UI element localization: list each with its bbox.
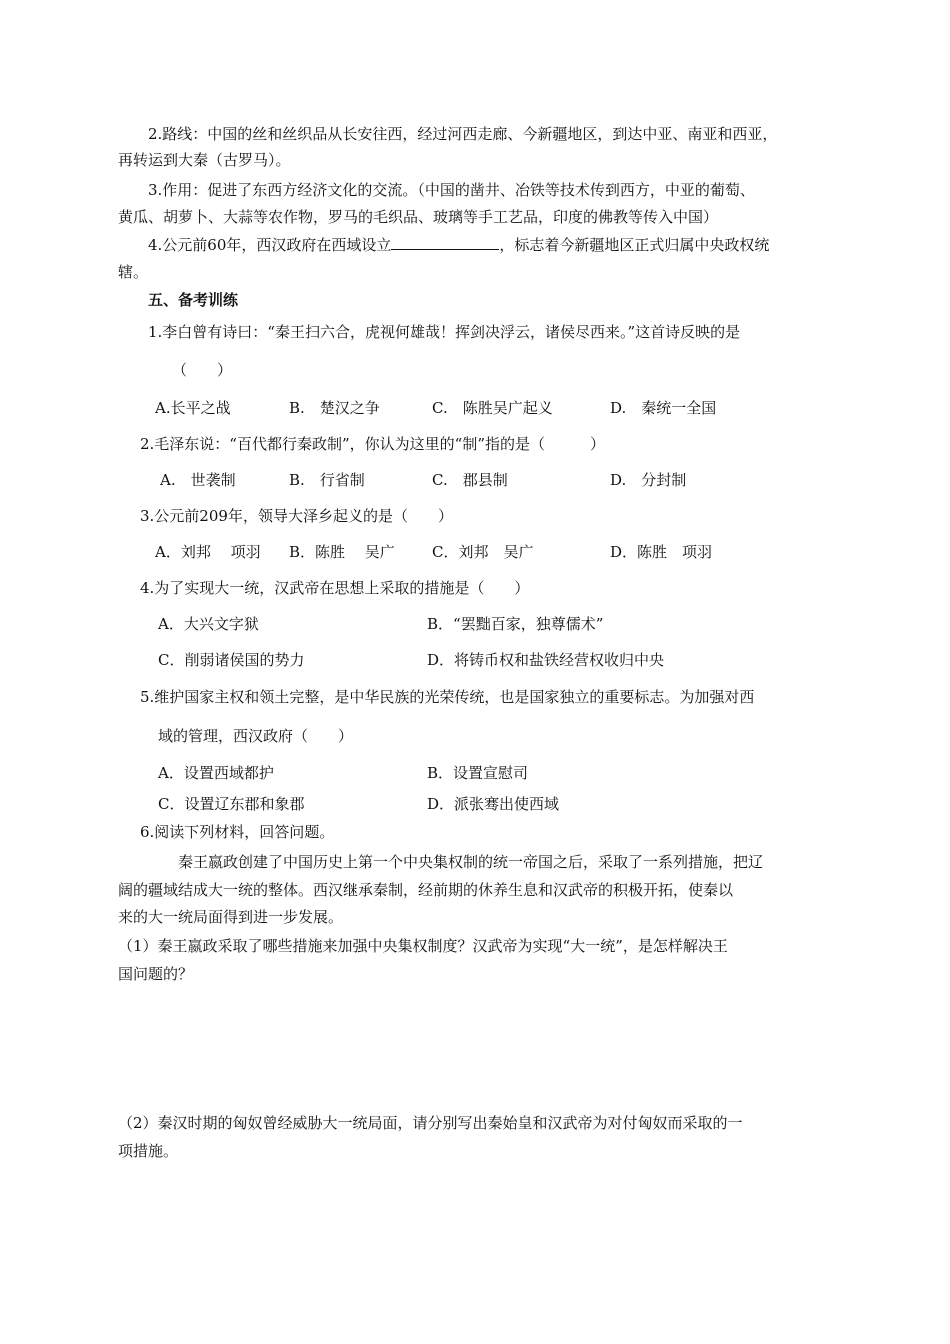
question-5-option-d[interactable]: D．派张骞出使西域 — [427, 795, 560, 813]
material-line-2: 阔的疆域结成大一统的整体。西汉继承秦制，经前期的休养生息和汉武帝的积极开拓，使秦以 — [118, 881, 734, 899]
question-5-stem-1: 5.维护国家主权和领土完整，是中华民族的光荣传统，也是国家独立的重要标志。为加强对西 — [140, 688, 755, 706]
question-1-stem: 1.李白曾有诗曰：“秦王扫六合，虎视何雄哉！挥剑决浮云，诸侯尽西来。”这首诗反映的是 — [148, 323, 741, 341]
question-5-option-a[interactable]: A．设置西域都护 — [158, 764, 274, 782]
fill-blank-text-1: 4.公元前60年，西汉政府在西域设立 — [148, 236, 392, 254]
sub-question-2-line-1: （2）秦汉时期的匈奴曾经威胁大一统局面，请分别写出秦始皇和汉武帝为对付匈奴而采取的一 — [118, 1114, 743, 1132]
material-line-3: 来的大一统局面得到进一步发展。 — [118, 908, 344, 926]
question-5-stem-2: 域的管理，西汉政府（ ） — [158, 727, 354, 745]
question-3-option-d[interactable]: D．陈胜 项羽 — [610, 543, 713, 561]
route-line-2: 再转运到大秦（古罗马）。 — [118, 151, 291, 169]
question-3-option-c[interactable]: C．刘邦 吴广 — [432, 543, 534, 561]
route-line-1: 2.路线：中国的丝和丝织品从长安往西，经过河西走廊、今新疆地区，到达中亚、南亚和西亚， — [148, 125, 778, 143]
question-2-option-b[interactable]: B. 行省制 — [289, 471, 365, 489]
question-1-option-c[interactable]: C. 陈胜吴广起义 — [432, 399, 553, 417]
fill-blank-text-2: ，标志着今新疆地区正式归属中央政权统 — [499, 236, 770, 254]
question-5-option-c[interactable]: C．设置辽东郡和象郡 — [158, 795, 305, 813]
question-4-option-d[interactable]: D．将铸币权和盐铁经营权收归中央 — [427, 651, 665, 669]
question-2-option-a[interactable]: A. 世袭制 — [160, 471, 236, 489]
sub-question-1-line-1: （1）秦王嬴政采取了哪些措施来加强中央集权制度？汉武帝为实现“大一统”，是怎样解决王 — [118, 937, 728, 955]
question-4-option-a[interactable]: A．大兴文字狱 — [158, 615, 259, 633]
fill-blank-question — [148, 235, 769, 255]
question-6-stem: 6.阅读下列材料，回答问题。 — [140, 823, 335, 841]
answer-blank[interactable] — [391, 235, 499, 250]
question-2-option-d[interactable]: D. 分封制 — [610, 471, 687, 489]
question-4-option-c[interactable]: C．削弱诸侯国的势力 — [158, 651, 305, 669]
question-3-option-a[interactable]: A．刘邦 项羽 — [155, 543, 261, 561]
effect-line-2: 黄瓜、胡萝卜、大蒜等农作物，罗马的毛织品、玻璃等手工艺品，印度的佛教等传入中国） — [118, 208, 719, 226]
question-3-option-b[interactable]: B．陈胜 吴广 — [289, 543, 395, 561]
question-2-option-c[interactable]: C. 郡县制 — [432, 471, 508, 489]
question-1-option-d[interactable]: D. 秦统一全国 — [610, 399, 717, 417]
fill-blank-line-2: 辖。 — [118, 263, 149, 281]
question-1-paren: （ ） — [172, 361, 233, 379]
sub-question-2-line-2: 项措施。 — [118, 1142, 179, 1160]
question-5-option-b[interactable]: B．设置宣慰司 — [427, 764, 529, 782]
question-4-option-b[interactable]: B．“罢黜百家，独尊儒术” — [427, 615, 604, 633]
question-4-stem: 4.为了实现大一统，汉武帝在思想上采取的措施是（ ） — [140, 579, 530, 597]
effect-line-1: 3.作用：促进了东西方经济文化的交流。（中国的凿井、冶铁等技术传到西方，中亚的葡萄、 — [148, 181, 755, 199]
section-title: 五、备考训练 — [148, 291, 239, 309]
material-line-1: 秦王嬴政创建了中国历史上第一个中央集权制的统一帝国之后，采取了一系列措施，把辽 — [178, 853, 764, 871]
question-1-option-a[interactable]: A.长平之战 — [155, 399, 231, 417]
question-1-option-b[interactable]: B. 楚汉之争 — [289, 399, 380, 417]
question-3-stem: 3.公元前209年，领导大泽乡起义的是（ ） — [140, 507, 453, 525]
sub-question-1-line-2: 国问题的？ — [118, 965, 194, 983]
question-2-stem: 2.毛泽东说：“百代都行秦政制”，你认为这里的“制”指的是（ ） — [140, 435, 605, 453]
